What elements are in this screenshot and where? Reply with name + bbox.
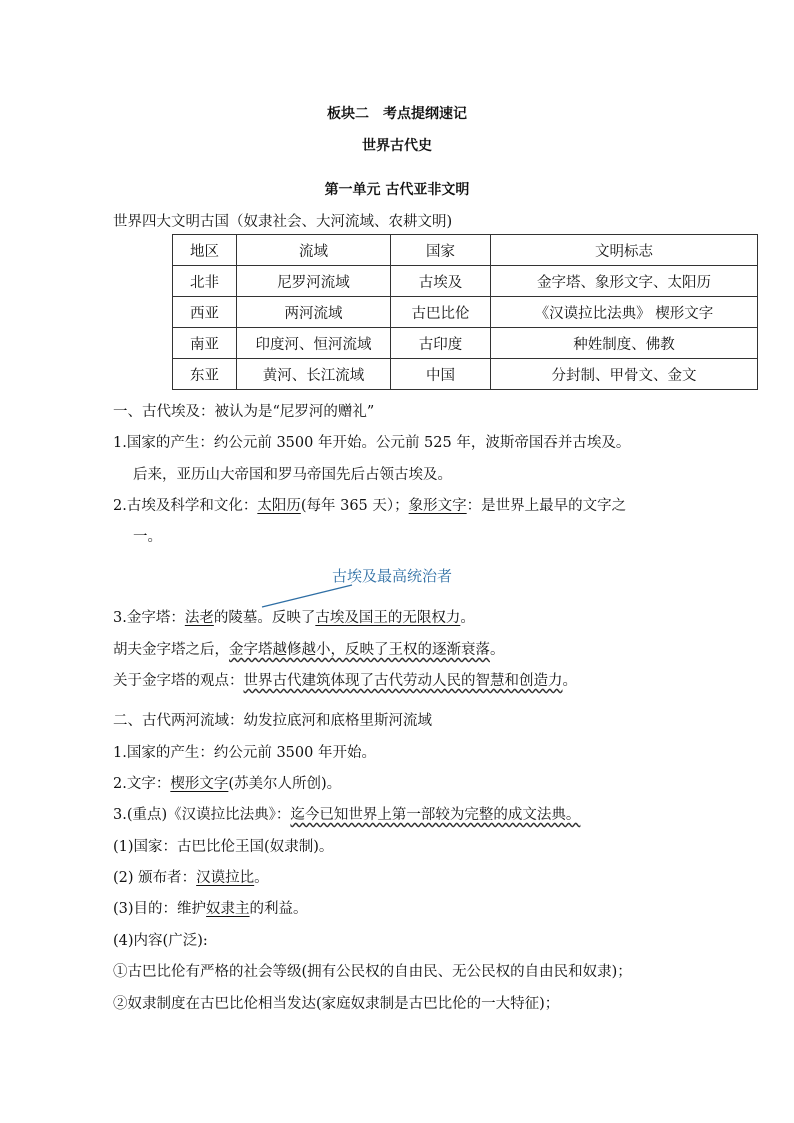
punct: 。 — [490, 642, 505, 658]
page-subtitle: 世界古代史 — [362, 138, 432, 154]
content-item-1: ①古巴比伦有严格的社会等级(拥有公民权的自由民、无公民权的自由民和奴隶)； — [113, 964, 632, 980]
table-cell: 南亚 — [173, 328, 237, 359]
code-definition: 迄今已知世界上第一部较为完整的成文法典。 — [290, 807, 581, 823]
table-cell: 西亚 — [173, 297, 237, 328]
meso-heading: 二、古代两河流域：幼发拉底河和底格里斯河流域 — [113, 713, 432, 729]
table-cell: 黄河、长江流域 — [237, 359, 391, 390]
pyramid-desc: 的陵墓。反映了 — [213, 610, 316, 626]
header-cell: 地区 — [173, 235, 237, 266]
wisdom-term: 世界古代建筑体现了古代劳动人民的智慧和创造力 — [243, 673, 563, 689]
meso-sub-3 — [113, 897, 308, 918]
header-cell: 国家 — [391, 235, 491, 266]
table-cell: 中国 — [391, 359, 491, 390]
meso-sub-4: (4)内容(广泛): — [113, 933, 208, 949]
intro-prefix: 世界四大文明古国（ — [113, 214, 244, 230]
punct: 。 — [562, 673, 577, 689]
hieroglyph-term: 象形文字 — [408, 498, 467, 514]
meso-sub-2 — [113, 866, 269, 887]
table-cell: 东亚 — [173, 359, 237, 390]
table-cell: 尼罗河流域 — [237, 266, 391, 297]
hieroglyph-note: ：是世界上最早的文字之 — [466, 498, 627, 514]
table-cell: 古埃及 — [391, 266, 491, 297]
decline-term: 金字塔越修越小，反映了王权的逐渐衰落 — [229, 642, 490, 658]
purpose-end: 的利益。 — [249, 901, 308, 917]
table-cell: 古巴比伦 — [391, 297, 491, 328]
handwritten-annotation: 古埃及最高统治者 — [332, 567, 453, 585]
punct: 。 — [254, 870, 269, 886]
punct: 。 — [460, 610, 475, 626]
egypt-point-1: 1.国家的产生：约公元前 3500 年开始。公元前 525 年，波斯帝国吞并古埃及。 — [113, 435, 631, 451]
table-cell: 印度河、恒河流域 — [237, 328, 391, 359]
hammurabi-term: 汉谟拉比 — [196, 870, 255, 886]
egypt-point-2-cont: 一。 — [133, 529, 162, 545]
issuer-label: (2) 颁布者： — [113, 870, 197, 886]
solar-calendar-note: (每年 365 天）； — [300, 498, 409, 514]
egypt-point-5 — [113, 669, 577, 690]
header-cell: 文明标志 — [491, 235, 758, 266]
table-cell: 两河流域 — [237, 297, 391, 328]
table-cell: 古印度 — [391, 328, 491, 359]
table-cell: 种姓制度、佛教 — [491, 328, 758, 359]
purpose-label: (3)目的：维护 — [113, 901, 207, 917]
egypt-point-4 — [113, 638, 505, 659]
pharaoh-term: 法老 — [184, 610, 214, 626]
egypt-point-2-label: 2.古埃及科学和文化： — [113, 498, 258, 514]
section-title: 板块二 考点提纲速记 — [327, 106, 467, 122]
king-power-term: 古埃及国王的无限权力 — [315, 610, 461, 626]
cuneiform-term: 楔形文字 — [170, 776, 229, 792]
cuneiform-note: (苏美尔人所创)。 — [228, 776, 342, 792]
header-cell: 流域 — [237, 235, 391, 266]
egypt-point-1-cont: 后来，亚历山大帝国和罗马帝国先后占领古埃及。 — [133, 467, 452, 483]
solar-calendar-term: 太阳历 — [257, 498, 301, 514]
table-cell: 《汉谟拉比法典》 楔形文字 — [491, 297, 758, 328]
view-label: 关于金字塔的观点： — [113, 673, 244, 689]
slave-owner-term: 奴隶主 — [206, 901, 250, 917]
unit-title: 第一单元 古代亚非文明 — [324, 182, 470, 198]
meso-sub-1: (1)国家：古巴比伦王国(奴隶制)。 — [113, 839, 334, 855]
content-item-2: ②奴隶制度在古巴比伦相当发达(家庭奴隶制是古巴比伦的一大特征)； — [113, 996, 560, 1012]
intro-note: 奴隶社会、大河流域、农耕文明) — [243, 214, 453, 230]
table-cell: 金字塔、象形文字、太阳历 — [491, 266, 758, 297]
meso-point-3 — [113, 803, 580, 824]
table-cell: 北非 — [173, 266, 237, 297]
meso-point-2 — [113, 772, 341, 793]
khufu-label: 胡夫金字塔之后， — [113, 642, 229, 658]
writing-label: 2.文字： — [113, 776, 171, 792]
code-label: 3.(重点)《汉谟拉比法典》： — [113, 807, 291, 823]
egypt-heading: 一、古代埃及：被认为是“尼罗河的赠礼” — [113, 404, 375, 420]
pyramid-label: 3.金字塔： — [113, 610, 185, 626]
meso-point-1: 1.国家的产生：约公元前 3500 年开始。 — [113, 745, 376, 761]
egypt-point-3 — [113, 606, 475, 627]
table-cell: 分封制、甲骨文、金文 — [491, 359, 758, 390]
